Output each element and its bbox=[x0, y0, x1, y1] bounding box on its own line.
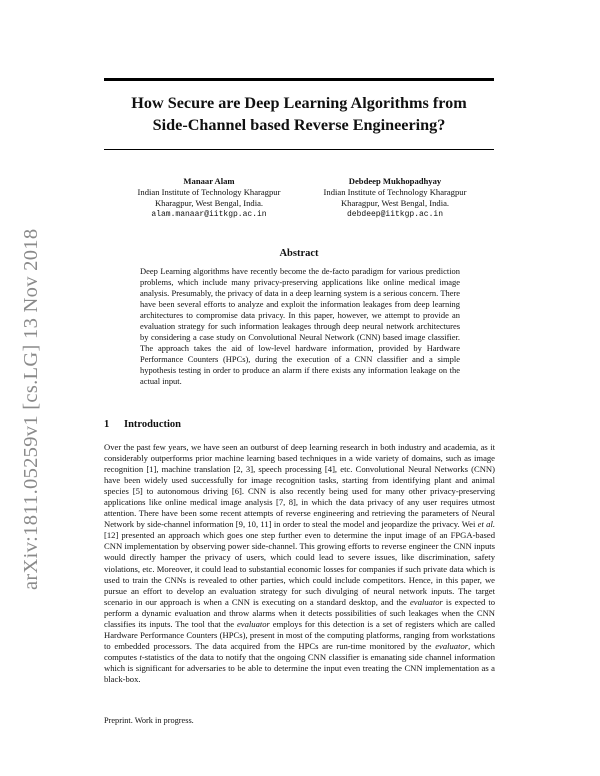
title-bottom-rule bbox=[104, 149, 494, 150]
intro-text: is expected to perform a dynamic evaluation and throw alarms when it detects possibilities of such leakages when the CNN classifies its inputs. The tool that the bbox=[104, 596, 495, 629]
arxiv-identifier-stamp: arXiv:1811.05259v1 [cs.LG] 13 Nov 2018 bbox=[20, 228, 42, 590]
author-location: Kharagpur, West Bengal, India. bbox=[340, 198, 450, 208]
abstract-heading: Abstract bbox=[279, 248, 319, 259]
abstract-text: Deep Learning algorithms have recently become the de-facto paradigm for various prediction problems, which include many privacy-preserving applications like online medical image analysis. Presumably, the privacy of data in a deep learning system is a serious concern. There have been several efforts to analyze and exploit the information leakages from deep learning architectures to compromise data privacy. In this paper, however, we attempt to provide an evaluation strategy for such information leakages through deep neural network architectures by considering a case study on Convolutional Neural Network (CNN) based image classifier. The approach takes the aid of low-level hardware information, provided by Hardware Performance Counters (HPCs), during the execution of a CNN classifier and a simple hypothesis testing in order to produce an alarm if there exists any information leakage on the actual input. bbox=[140, 266, 460, 386]
author-email[interactable]: alam.manaar@iitkgp.ac.in bbox=[151, 210, 267, 219]
title-line-2: Side-Channel based Reverse Engineering? bbox=[152, 116, 446, 134]
intro-et-al: et al. bbox=[477, 519, 495, 530]
intro-evaluator-term: evaluator bbox=[409, 596, 443, 607]
introduction-paragraph bbox=[104, 442, 495, 685]
author-email[interactable]: debdeep@iitkgp.ac.in bbox=[346, 210, 443, 219]
paper-title bbox=[104, 92, 494, 136]
intro-text: , which computes bbox=[104, 640, 495, 662]
preprint-footnote: Preprint. Work in progress. bbox=[104, 716, 194, 725]
intro-text: Over the past few years, we have seen an outburst of deep learning research in both industry and academia, as it considerably outperforms prior machine learning based techniques in a wide variety of domains, such as image recognition [1], machine translation [2, 3], speech processing [4], etc. Convolutional Neural Networks (CNN) have been widely used successfully for image recognition tasks, starting from identifying plant and animal species [5] to autonomous driving [6]. CNN is also recently being used for many other privacy-preserving applications like online medical image analysis [7, 8], in which the data privacy of any user requires utmost attention. There have been some recent attempts of reverse engineering and retrieving the parameters of Neural Network by side-channel information [9, 10, 11] in order to steal the model and jeopardize the privacy. Wei bbox=[104, 442, 495, 530]
author-affiliation: Indian Institute of Technology Kharagpur bbox=[137, 187, 281, 197]
author-name: Manaar Alam bbox=[183, 176, 235, 186]
intro-text: employs for this detection is a set of registers which are called Hardware Performance Counters (HPCs), present in most of the computing platforms, ranging from workstations to embedded processors. The data acquired from the HPCs are run-time monitored by the bbox=[104, 618, 495, 651]
section-number: 1 bbox=[104, 419, 110, 430]
intro-evaluator-term: evaluator bbox=[435, 640, 469, 651]
intro-text: [12] presented an approach which goes one step further even to determine the input image of an FPGA-based CNN implementation by observing power side-channel. This growing efforts to reverse engineer the CNN inputs would directly hamper the privacy of users, which could lead to severe issues, like discrimination, safety violations, etc. Moreover, it could lead to substantial economic losses for companies if such private data which is used to train the CNNs is revealed to other parties, which could include competitors. Hence, in this paper, we pursue an effort to develop an evaluation strategy for such divulging of neural network inputs. The target scenario in our approach is when a CNN is executing on a standard desktop, and the bbox=[104, 530, 495, 607]
intro-evaluator-term: evaluator bbox=[236, 618, 270, 629]
author-block-1 bbox=[104, 176, 314, 220]
author-location: Kharagpur, West Bengal, India. bbox=[154, 198, 264, 208]
section-title: Introduction bbox=[124, 419, 181, 430]
section-heading-introduction bbox=[104, 419, 404, 430]
intro-t-symbol: t bbox=[139, 651, 142, 662]
title-line-1: How Secure are Deep Learning Algorithms from bbox=[131, 94, 467, 112]
author-affiliation: Indian Institute of Technology Kharagpur bbox=[323, 187, 467, 197]
author-name: Debdeep Mukhopadhyay bbox=[348, 176, 442, 186]
author-block-2 bbox=[290, 176, 500, 220]
title-top-rule bbox=[104, 78, 494, 81]
intro-text: -statistics of the data to notify that the ongoing CNN classifier is emanating side channel information which is significant for adversaries to be able to determine the input even treating the CNN implementation as a black-box. bbox=[104, 651, 495, 684]
